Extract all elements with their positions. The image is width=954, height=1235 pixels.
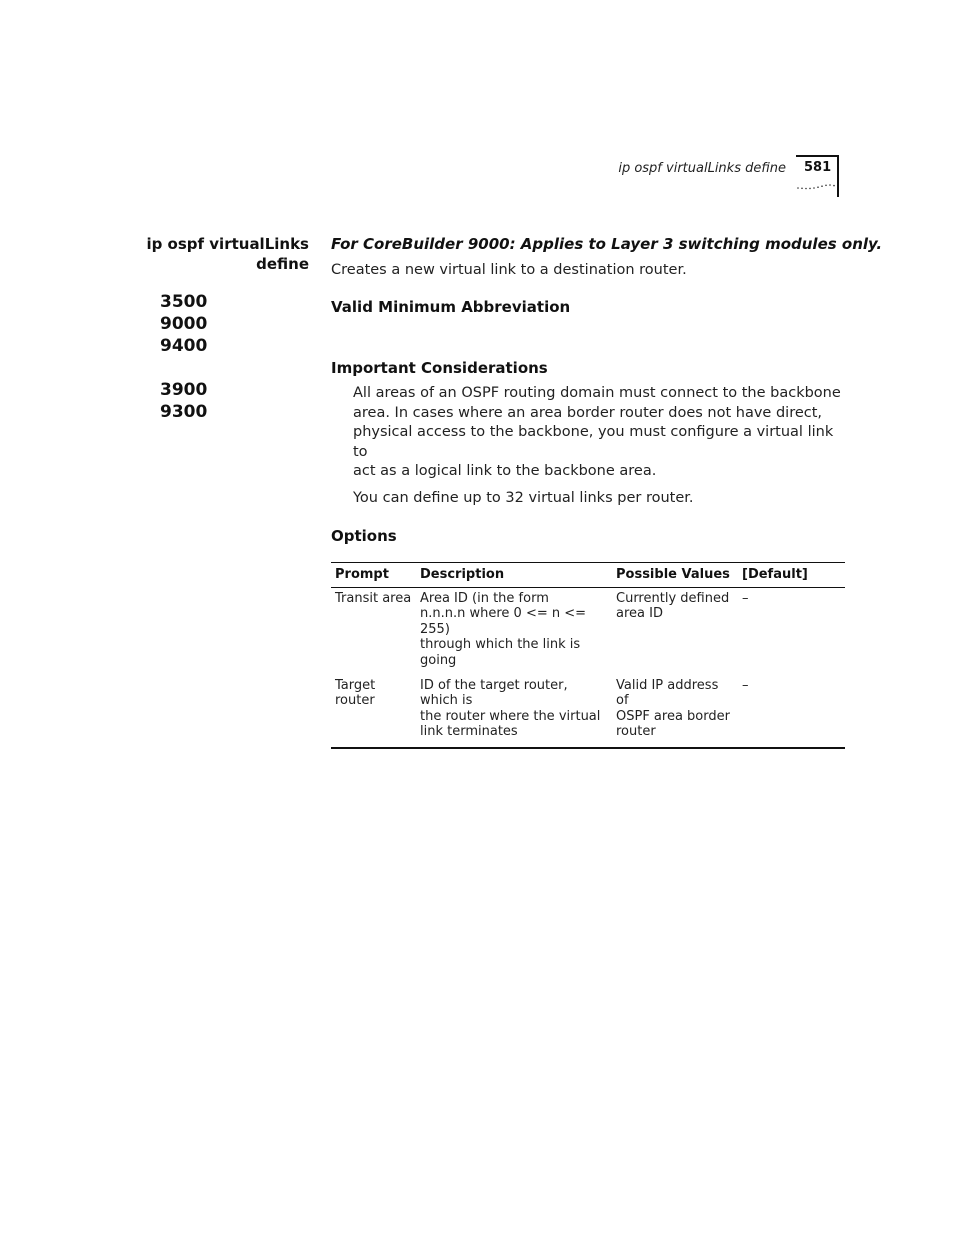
table-header-row [331, 562, 845, 587]
cell-line: Target [335, 677, 376, 693]
cell-description [416, 587, 612, 675]
cell-line: link terminates [420, 724, 518, 740]
table-row [331, 676, 845, 748]
header-prompt: Prompt [331, 562, 416, 587]
important-paragraph-1 [353, 384, 845, 482]
main-content [331, 234, 883, 749]
cell-default: – [742, 590, 749, 606]
cell-line: Transit area [335, 590, 412, 606]
cell-line: OSPF area border [616, 708, 730, 724]
table-row [331, 587, 845, 675]
paragraph-line: All areas of an OSPF routing domain must connect to the backbone [353, 385, 841, 401]
platform-item: 3500 [160, 292, 208, 312]
intro-text: Creates a new virtual link to a destination router. [331, 262, 687, 278]
page-number: 581 [804, 160, 832, 175]
paragraph-line: act as a logical link to the backbone area. [353, 463, 657, 480]
valid-abbreviation-heading: Valid Minimum Abbreviation [331, 298, 571, 316]
command-title-line2: define [256, 255, 309, 273]
cell-line: router [335, 693, 375, 709]
platform-item: 3900 [160, 380, 208, 400]
paragraph-line: area. In cases where an area border router does not have direct, [353, 404, 823, 421]
page-box-horizontal-rule [796, 155, 838, 157]
platform-list [160, 291, 207, 423]
header-description: Description [416, 562, 612, 587]
cell-line: Currently defined [616, 590, 730, 606]
cell-line: Valid IP address of [616, 677, 719, 709]
important-paragraph-2: You can define up to 32 virtual links per router. [353, 489, 694, 506]
cell-line: area ID [616, 606, 663, 622]
command-title-line1: ip ospf virtualLinks [146, 235, 309, 253]
important-considerations-heading: Important Considerations [331, 359, 548, 377]
paragraph-line: physical access to the backbone, you must configure a virtual link to [353, 424, 834, 460]
cell-line: through which the link is going [420, 637, 581, 668]
cell-default: – [738, 676, 845, 748]
running-head: ip ospf virtualLinks define [618, 161, 786, 176]
cell-values [612, 676, 738, 748]
cell-line: router [616, 724, 656, 740]
cell-line: the router where the virtual [420, 708, 601, 724]
page-dots-ornament [796, 181, 836, 191]
header-default: [Default] [738, 562, 845, 587]
options-table [331, 562, 845, 749]
cell-prompt [331, 676, 416, 748]
platform-item: 9000 [160, 314, 208, 334]
page-box-vertical-rule [837, 155, 839, 197]
applies-note: For CoreBuilder 9000: Applies to Layer 3 switching modules only. [331, 235, 883, 253]
command-title [109, 234, 309, 274]
platform-item: 9400 [160, 336, 208, 356]
cell-values [612, 587, 738, 675]
cell-description [416, 676, 612, 748]
cell-line: ID of the target router, which is [420, 677, 568, 709]
options-heading: Options [331, 526, 397, 545]
cell-prompt [331, 587, 416, 675]
cell-line: Area ID (in the form [420, 590, 549, 606]
cell-line: n.n.n.n where 0 <= n <= 255) [420, 606, 587, 637]
platform-item: 9300 [160, 402, 208, 422]
header-possible-values: Possible Values [612, 562, 738, 587]
